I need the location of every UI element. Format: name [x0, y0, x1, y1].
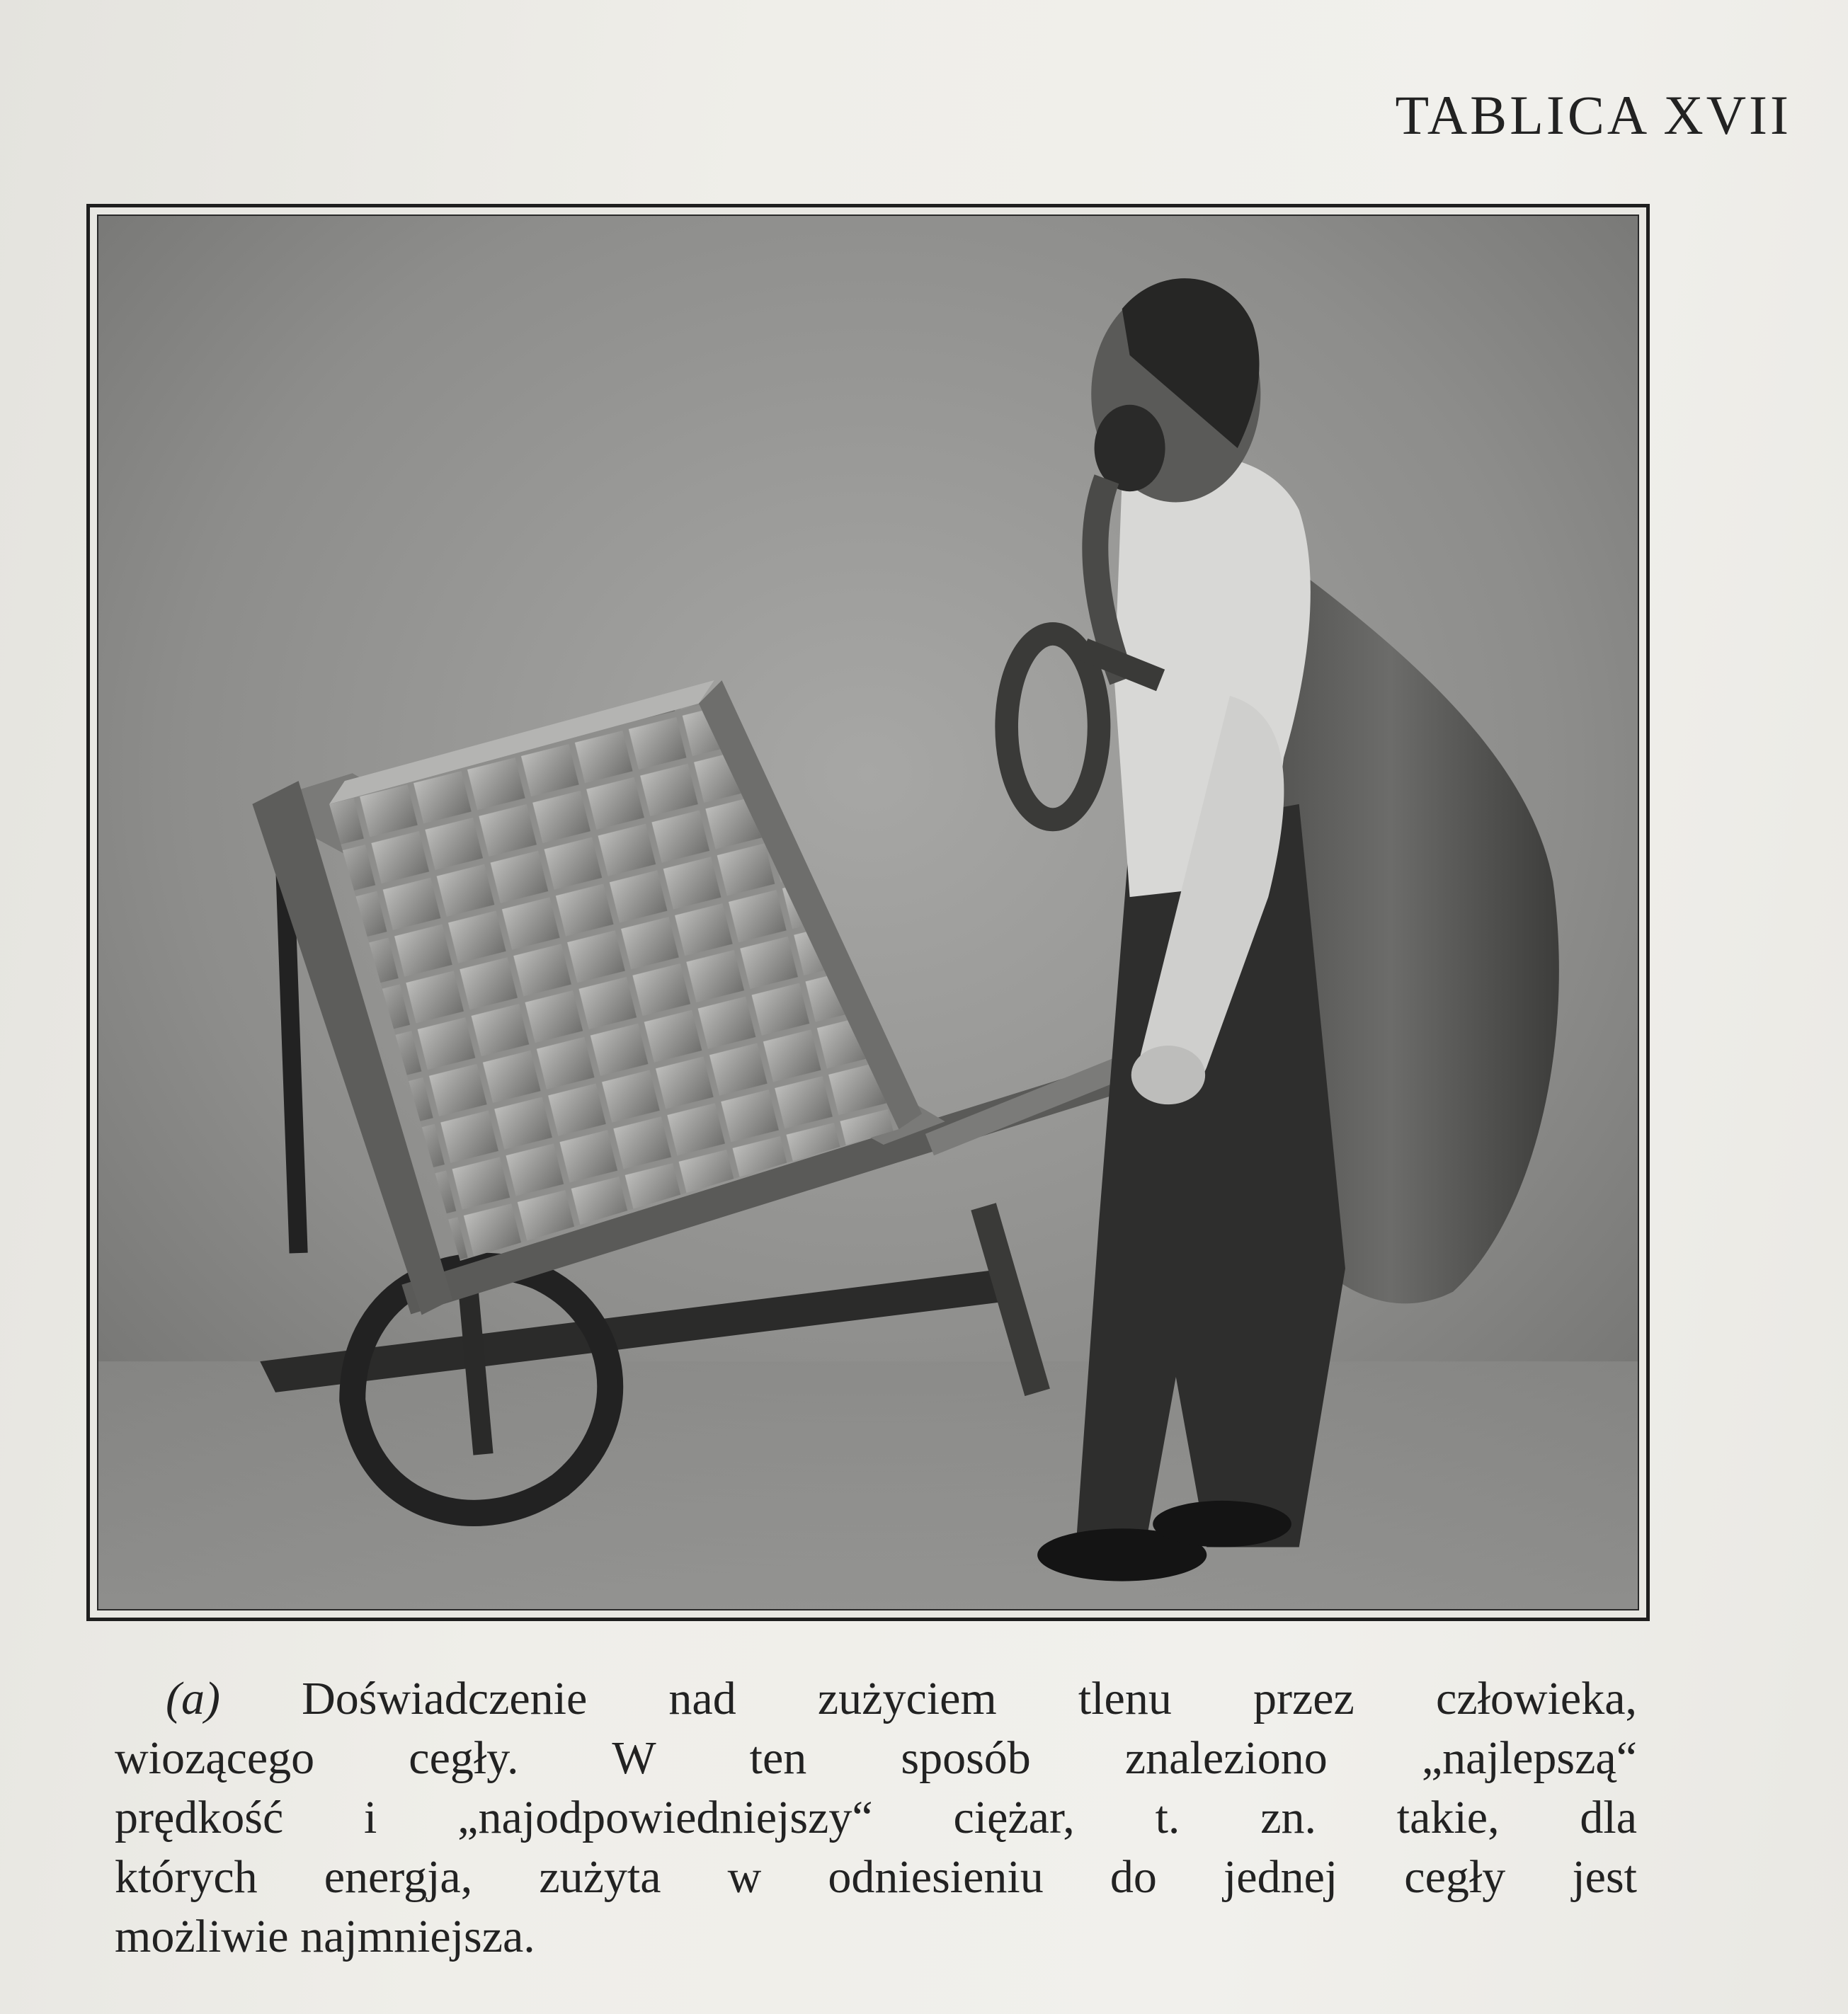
- plate-frame: [86, 204, 1650, 1621]
- caption-line: wiozącego cegły. W ten sposób znaleziono „najlepszą“: [115, 1732, 1637, 1784]
- caption-label: (a): [166, 1673, 220, 1724]
- caption-line: możliwie najmniejsza.: [115, 1911, 535, 1962]
- caption-line: których energja, zużyta w odniesieniu do jednej cegły jest: [115, 1851, 1637, 1903]
- running-head: TABLICA XVII: [1395, 84, 1791, 146]
- caption-line: prędkość i „najodpowiedniejszy“ ciężar, t. zn. takie, dla: [115, 1792, 1637, 1843]
- plate-caption: [115, 1669, 1637, 1967]
- caption-line: (a) Doświadczenie nad zużyciem tlenu przez człowieka,: [166, 1673, 1638, 1724]
- plate-photograph: [97, 214, 1639, 1610]
